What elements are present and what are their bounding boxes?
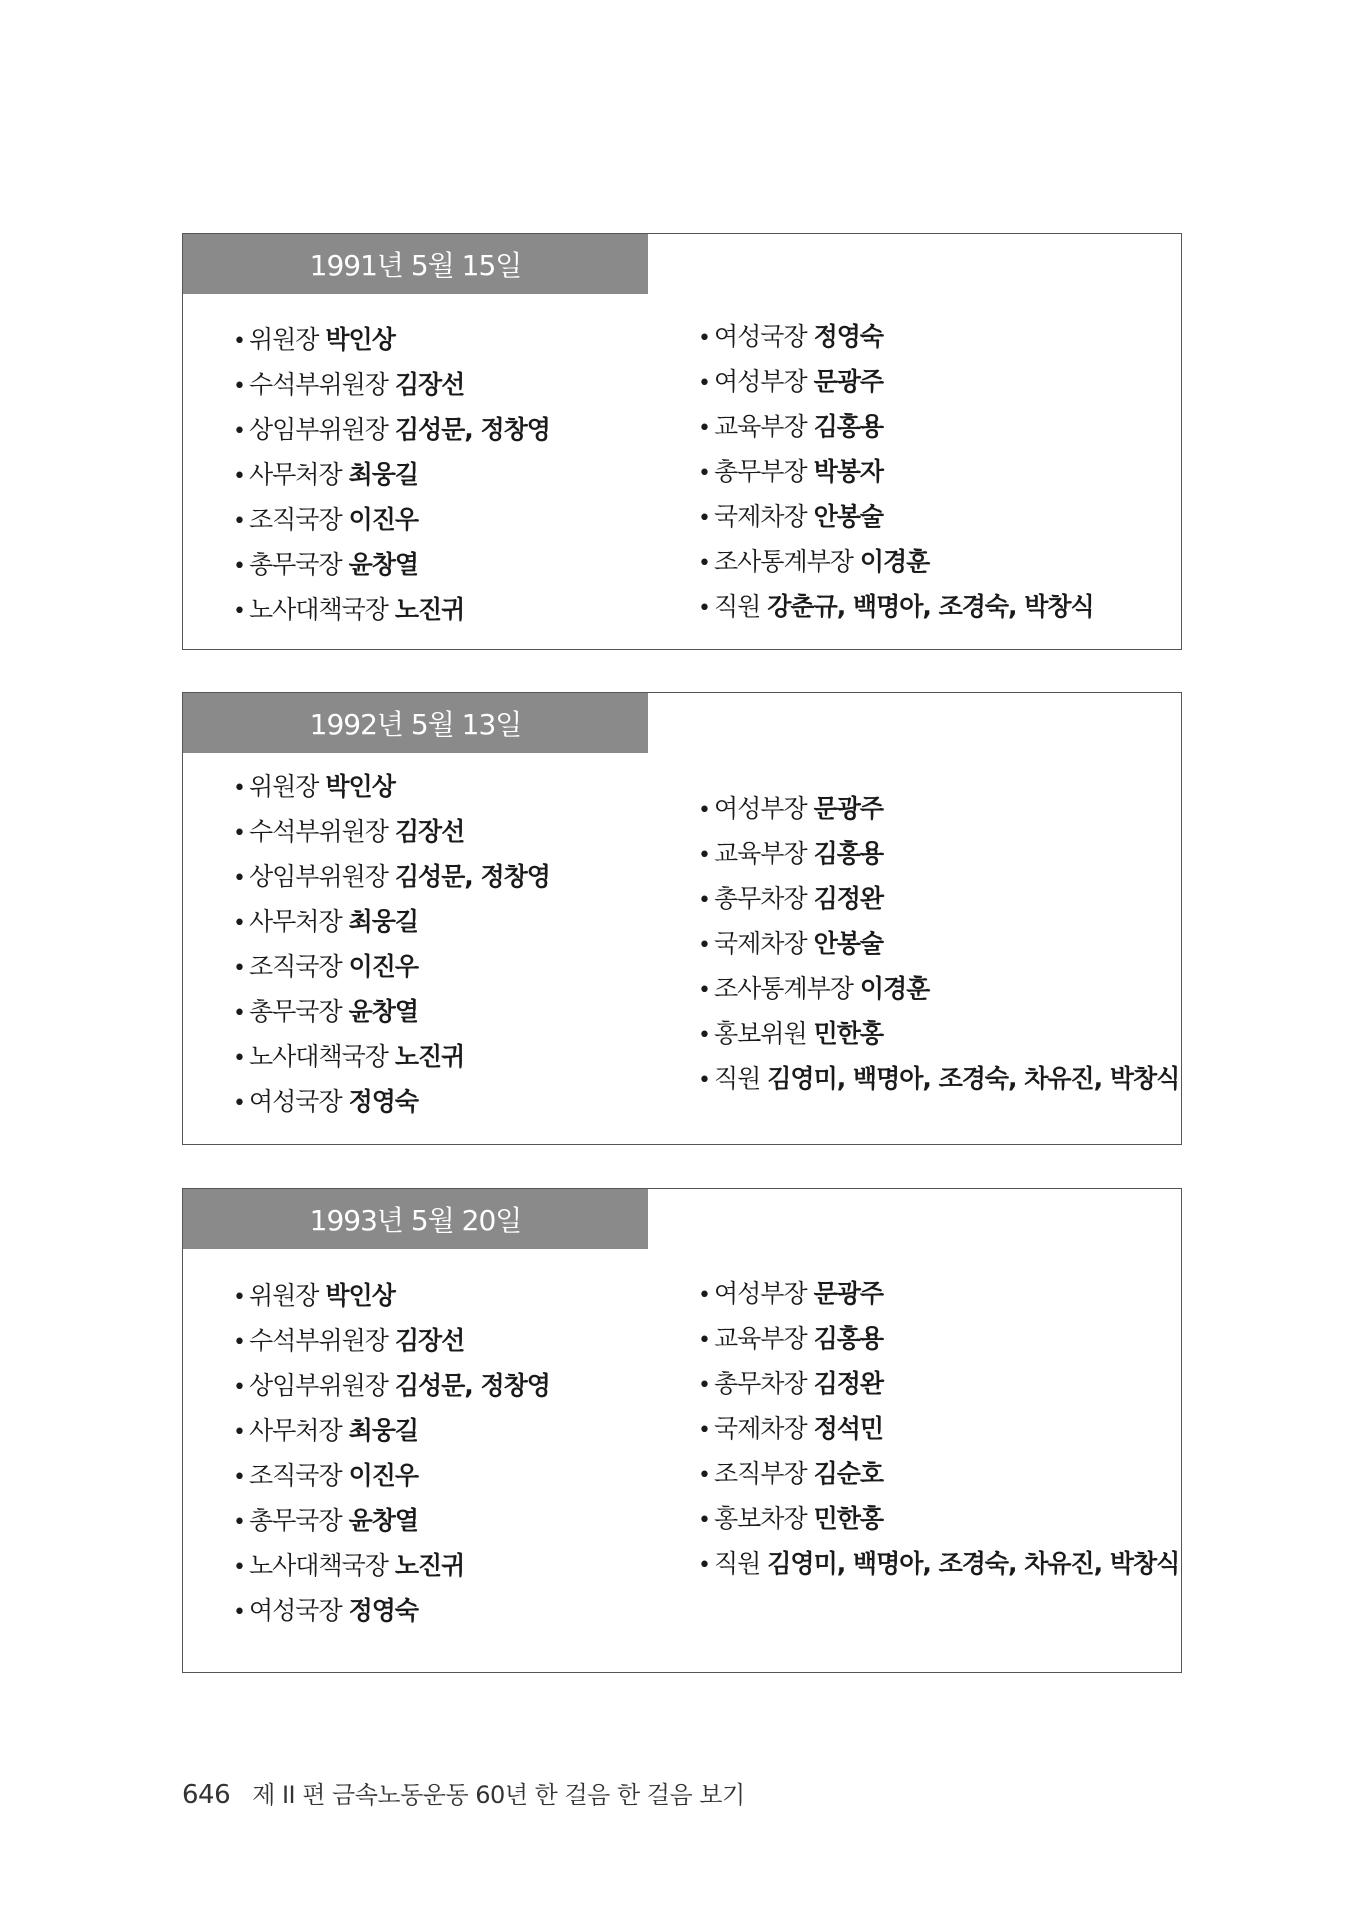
list-item: • 홍보차장 민한홍	[698, 1504, 884, 1533]
roster-box-1991	[182, 233, 1182, 650]
list-item: • 상임부위원장 김성문, 정창영	[233, 415, 550, 444]
list-item: • 총무국장 윤창열	[233, 1506, 419, 1535]
list-item: • 직원 김영미, 백명아, 조경숙, 차유진, 박창식	[698, 1064, 1180, 1093]
list-item: • 홍보위원 민한홍	[698, 1019, 884, 1048]
roster-right-column	[698, 786, 1179, 1101]
list-item: • 여성부장 문광주	[698, 794, 884, 823]
list-item: • 국제차장 안봉술	[698, 929, 884, 958]
roster-left-column	[233, 764, 550, 1124]
roster-box-1993	[182, 1188, 1182, 1673]
list-item: • 조직부장 김순호	[698, 1459, 884, 1488]
list-item: • 총무국장 윤창열	[233, 550, 419, 579]
list-item: • 총무부장 박봉자	[698, 457, 884, 486]
list-item: • 노사대책국장 노진귀	[233, 595, 465, 624]
list-item: • 위원장 박인상	[233, 325, 395, 354]
list-item: • 총무차장 김정완	[698, 884, 884, 913]
list-item: • 교육부장 김홍용	[698, 1324, 884, 1353]
list-item: • 위원장 박인상	[233, 772, 395, 801]
list-item: • 조직국장 이진우	[233, 1461, 419, 1490]
list-item: • 여성국장 정영숙	[233, 1087, 419, 1116]
list-item: • 교육부장 김홍용	[698, 839, 884, 868]
list-item: • 직원 강춘규, 백명아, 조경숙, 박창식	[698, 592, 1094, 621]
list-item: • 국제차장 안봉술	[698, 502, 884, 531]
running-title: 제 II 편 금속노동운동 60년 한 걸음 한 걸음 보기	[252, 1781, 745, 1809]
list-item: • 총무국장 윤창열	[233, 997, 419, 1026]
roster-date-header: 1991년 5월 15일	[183, 234, 648, 294]
roster-left-column	[233, 317, 550, 632]
roster-box-1992	[182, 692, 1182, 1145]
list-item: • 여성국장 정영숙	[233, 1596, 419, 1625]
list-item: • 여성부장 문광주	[698, 367, 884, 396]
list-item: • 수석부위원장 김장선	[233, 817, 465, 846]
list-item: • 위원장 박인상	[233, 1281, 395, 1310]
list-item: • 교육부장 김홍용	[698, 412, 884, 441]
list-item: • 조사통계부장 이경훈	[698, 547, 930, 576]
list-item: • 여성국장 정영숙	[698, 322, 884, 351]
list-item: • 상임부위원장 김성문, 정창영	[233, 862, 550, 891]
list-item: • 직원 김영미, 백명아, 조경숙, 차유진, 박창식	[698, 1549, 1180, 1578]
roster-date-header: 1993년 5월 20일	[183, 1189, 648, 1249]
list-item: • 수석부위원장 김장선	[233, 370, 465, 399]
roster-date-header: 1992년 5월 13일	[183, 693, 648, 753]
page-footer	[182, 1775, 745, 1810]
list-item: • 국제차장 정석민	[698, 1414, 884, 1443]
page-number: 646	[182, 1780, 231, 1810]
list-item: • 사무처장 최웅길	[233, 907, 419, 936]
list-item: • 조사통계부장 이경훈	[698, 974, 930, 1003]
roster-right-column	[698, 1271, 1179, 1586]
list-item: • 노사대책국장 노진귀	[233, 1042, 465, 1071]
list-item: • 사무처장 최웅길	[233, 1416, 419, 1445]
list-item: • 총무차장 김정완	[698, 1369, 884, 1398]
list-item: • 조직국장 이진우	[233, 505, 419, 534]
list-item: • 수석부위원장 김장선	[233, 1326, 465, 1355]
list-item: • 조직국장 이진우	[233, 952, 419, 981]
list-item: • 상임부위원장 김성문, 정창영	[233, 1371, 550, 1400]
roster-right-column	[698, 314, 1094, 629]
list-item: • 여성부장 문광주	[698, 1279, 884, 1308]
roster-left-column	[233, 1273, 550, 1633]
list-item: • 노사대책국장 노진귀	[233, 1551, 465, 1580]
list-item: • 사무처장 최웅길	[233, 460, 419, 489]
